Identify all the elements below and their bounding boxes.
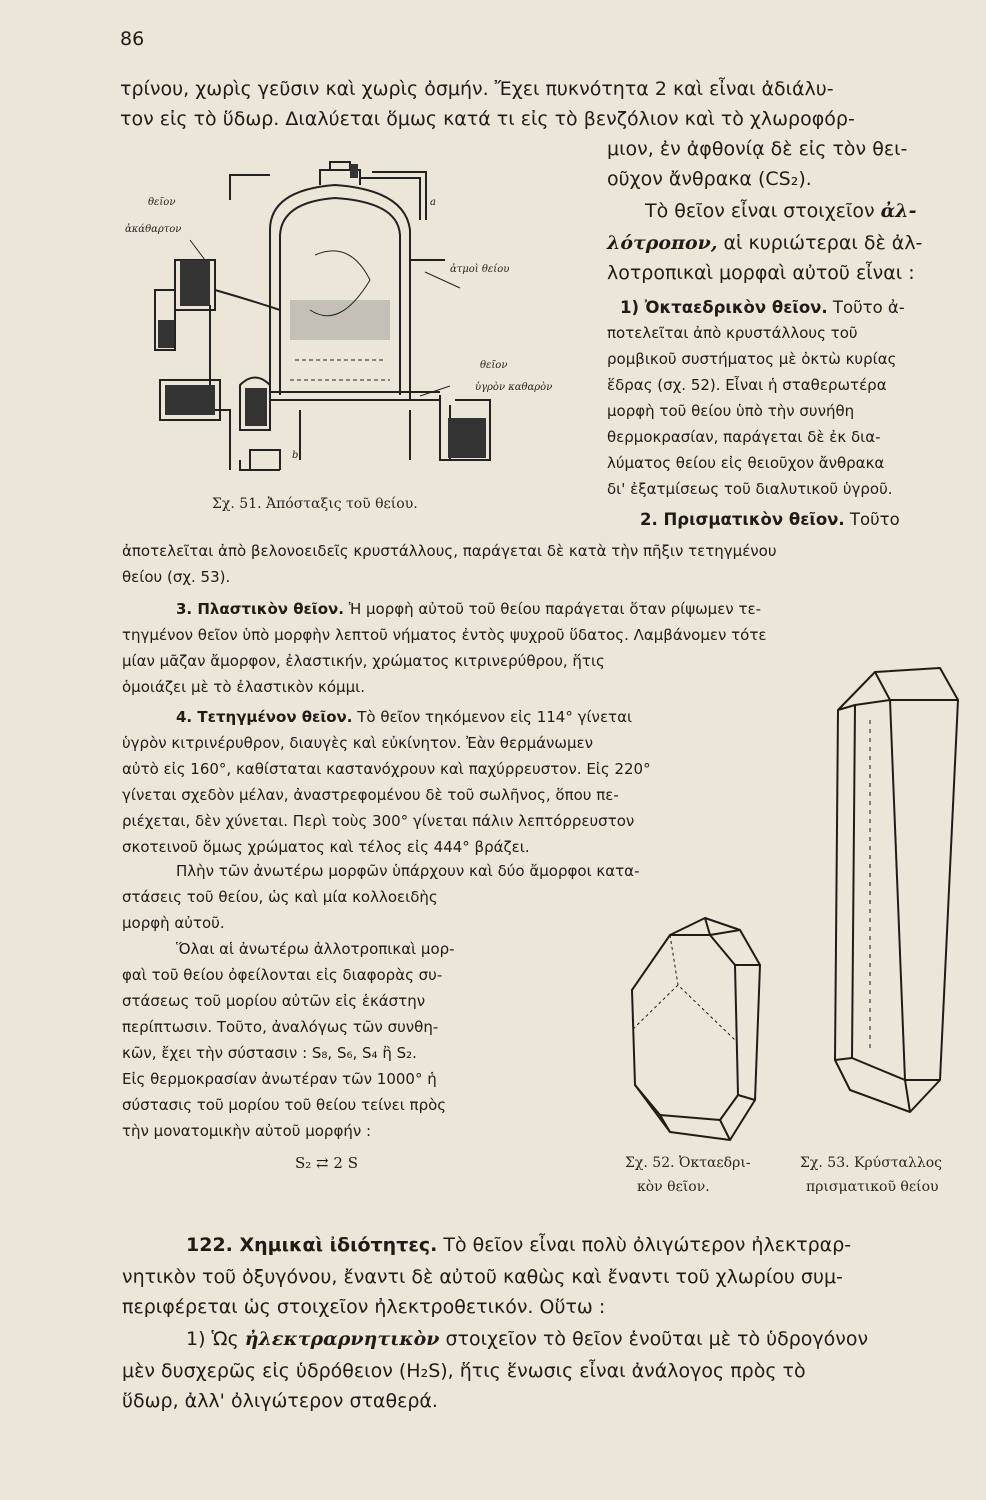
- text-line: 1) Ὡς ἠλεκτραρνητικὸν στοιχεῖον τὸ θεῖον ἑνοῦται μὲ τὸ ὑδρογόνον: [186, 1328, 869, 1350]
- text-line: θερμοκρασίαν, παράγεται δὲ ἐκ δια-: [607, 428, 881, 446]
- text-line: ὑγρὸν κιτρινέρυθρον, διαυγὲς καὶ εὐκίνητον. Ἐὰν θερμάνωμεν: [122, 734, 593, 752]
- text-line: τηγμένον θεῖον ὑπὸ μορφὴν λεπτοῦ νήματος ἐντὸς ψυχροῦ ὕδατος. Λαμβάνομεν τότε: [122, 626, 767, 644]
- text-line: θείου (σχ. 53).: [122, 568, 231, 586]
- text-line: σύστασις τοῦ μορίου τοῦ θείου τείνει πρὸς: [122, 1096, 447, 1114]
- text-line: Πλὴν τῶν ἀνωτέρω μορφῶν ὑπάρχουν καὶ δύο ἄμορφοι κατα-: [176, 862, 640, 880]
- text-line: μὲν δυσχερῶς εἰς ὑδρόθειον (H₂S), ἥτις ἕνωσις εἶναι ἀνάλογος πρὸς τὸ: [122, 1360, 806, 1382]
- label-a: a: [430, 197, 436, 208]
- text-line: φαὶ τοῦ θείου ὀφείλονται εἰς διαφορὰς συ-: [122, 966, 443, 984]
- label-b: b: [292, 450, 299, 461]
- text-line: τρίνου, χωρὶς γεῦσιν καὶ χωρὶς ὀσμήν. Ἔχει πυκνότητα 2 καὶ εἶναι ἀδιάλυ-: [120, 78, 834, 100]
- text-line: μορφὴ τοῦ θείου ὑπὸ τὴν συνήθη: [607, 402, 855, 420]
- label-theion-2: θεῖον: [480, 360, 508, 371]
- text-line: ὁμοιάζει μὲ τὸ ἐλαστικὸν κόμμι.: [122, 678, 365, 696]
- text-line: νητικὸν τοῦ ὀξυγόνου, ἔναντι δὲ αὐτοῦ καθὼς καὶ ἔναντι τοῦ χλωρίου συμ-: [122, 1266, 843, 1288]
- text-line: σκοτεινοῦ ὅμως χρώματος καὶ τέλος εἰς 444° βράζει.: [122, 838, 530, 856]
- text-line: 4. Τετηγμένον θεῖον. Τὸ θεῖον τηκόμενον εἰς 114° γίνεται: [176, 708, 633, 726]
- text-line: 2. Πρισματικὸν θεῖον. Τοῦτο: [640, 510, 900, 529]
- text-line: μίαν μᾶζαν ἄμορφον, ἐλαστικήν, χρώματος κιτρινερύθρου, ἥτις: [122, 652, 605, 670]
- text-line: ποτελεῖται ἀπὸ κρυστάλλους τοῦ: [607, 324, 858, 342]
- text-line: περιφέρεται ὡς στοιχεῖον ἠλεκτροθετικόν. Οὕτω :: [122, 1296, 606, 1318]
- label-atmoi: ἀτμοὶ θείου: [450, 264, 510, 275]
- text-line: στάσεις τοῦ θείου, ὡς καὶ μία κολλοειδὴς: [122, 888, 438, 906]
- caption-fig53-line1: Σχ. 53. Κρύσταλλος: [800, 1155, 942, 1171]
- text-line: λοτροπικαὶ μορφαὶ αὐτοῦ εἶναι :: [607, 262, 915, 284]
- text-line: τον εἰς τὸ ὕδωρ. Διαλύεται ὅμως κατά τι εἰς τὸ βενζόλιον καὶ τὸ χλωροφόρ-: [120, 108, 855, 130]
- page-number: 86: [120, 28, 145, 50]
- text-line: τὴν μονατομικὴν αὐτοῦ μορφήν :: [122, 1122, 372, 1140]
- text-line: αὐτὸ εἰς 160°, καθίσταται καστανόχρουν καὶ παχύρρευστον. Εἰς 220°: [122, 760, 651, 778]
- text-line: κῶν, ἔχει τὴν σύστασιν : S₈, S₆, S₄ ἢ S₂.: [122, 1044, 417, 1062]
- text-line: μορφὴ αὐτοῦ.: [122, 914, 225, 932]
- text-line: 3. Πλαστικὸν θεῖον. Ἡ μορφὴ αὐτοῦ τοῦ θείου παράγεται ὅταν ρίψωμεν τε-: [176, 600, 762, 618]
- label-theion: θεῖον: [148, 197, 176, 208]
- text-line: περίπτωσιν. Τοῦτο, ἀναλόγως τῶν συνθη-: [122, 1018, 439, 1036]
- text-line: ἕδρας (σχ. 52). Εἶναι ἡ σταθερωτέρα: [607, 376, 887, 394]
- text-line: ἀποτελεῖται ἀπὸ βελονοειδεῖς κρυστάλλους, παράγεται δὲ κατὰ τὴν πῆξιν τετηγμένου: [122, 542, 777, 560]
- figure-51-distillation: [120, 160, 580, 480]
- text-line: λότροπον, αἱ κυριώτεραι δὲ ἀλ-: [607, 232, 923, 254]
- figure-53-prismatic-crystal: [830, 660, 970, 1120]
- text-line: ὕδωρ, ἀλλ' ὀλιγώτερον σταθερά.: [122, 1390, 438, 1412]
- text-line: 1) Ὀκταεδρικὸν θεῖον. Τοῦτο ἀ-: [620, 298, 905, 317]
- text-line: μιον, ἐν ἀφθονίᾳ δὲ εἰς τὸν θει-: [607, 138, 908, 160]
- caption-fig53-line2: πρισματικοῦ θείου: [806, 1179, 939, 1195]
- equation: S₂ ⇄ 2 S: [295, 1154, 358, 1172]
- label-ygron: ὑγρὸν καθαρὸν: [475, 382, 553, 393]
- text-line: γίνεται σχεδὸν μέλαν, ἀναστρεφομένου δὲ τοῦ σωλῆνος, ὅπου πε-: [122, 786, 619, 804]
- text-line: λύματος θείου εἰς θειοῦχον ἄνθρακα: [607, 454, 885, 472]
- section-heading: 122. Χημικαὶ ἰδιότητες. Τὸ θεῖον εἶναι πολὺ ὀλιγώτερον ἠλεκτραρ-: [186, 1234, 852, 1256]
- text-line: Τὸ θεῖον εἶναι στοιχεῖον ἀλ-: [645, 200, 917, 222]
- text-line: οῦχον ἄνθρακα (CS₂).: [607, 168, 812, 190]
- text-line: ρομβικοῦ συστήματος μὲ ὀκτὼ κυρίας: [607, 350, 897, 368]
- text-line: δι' ἐξατμίσεως τοῦ διαλυτικοῦ ὑγροῦ.: [607, 480, 893, 498]
- label-akatharton: ἀκάθαρτον: [125, 224, 182, 235]
- text-line: ριέχεται, δὲν χύνεται. Περὶ τοὺς 300° γίνεται πάλιν λεπτόρρευστον: [122, 812, 635, 830]
- text-line: στάσεως τοῦ μορίου αὐτῶν εἰς ἑκάστην: [122, 992, 426, 1010]
- caption-fig52-line2: κὸν θεῖον.: [637, 1179, 710, 1195]
- caption-fig51: Σχ. 51. Ἀπόσταξις τοῦ θείου.: [212, 496, 418, 512]
- text-line: Ὅλαι αἱ ἀνωτέρω ἀλλοτροπικαὶ μορ-: [176, 940, 455, 958]
- figure-52-octahedral-crystal: [610, 910, 780, 1150]
- caption-fig52-line1: Σχ. 52. Ὀκταεδρι-: [625, 1155, 751, 1171]
- text-line: Εἰς θερμοκρασίαν ἀνωτέραν τῶν 1000° ἡ: [122, 1070, 437, 1088]
